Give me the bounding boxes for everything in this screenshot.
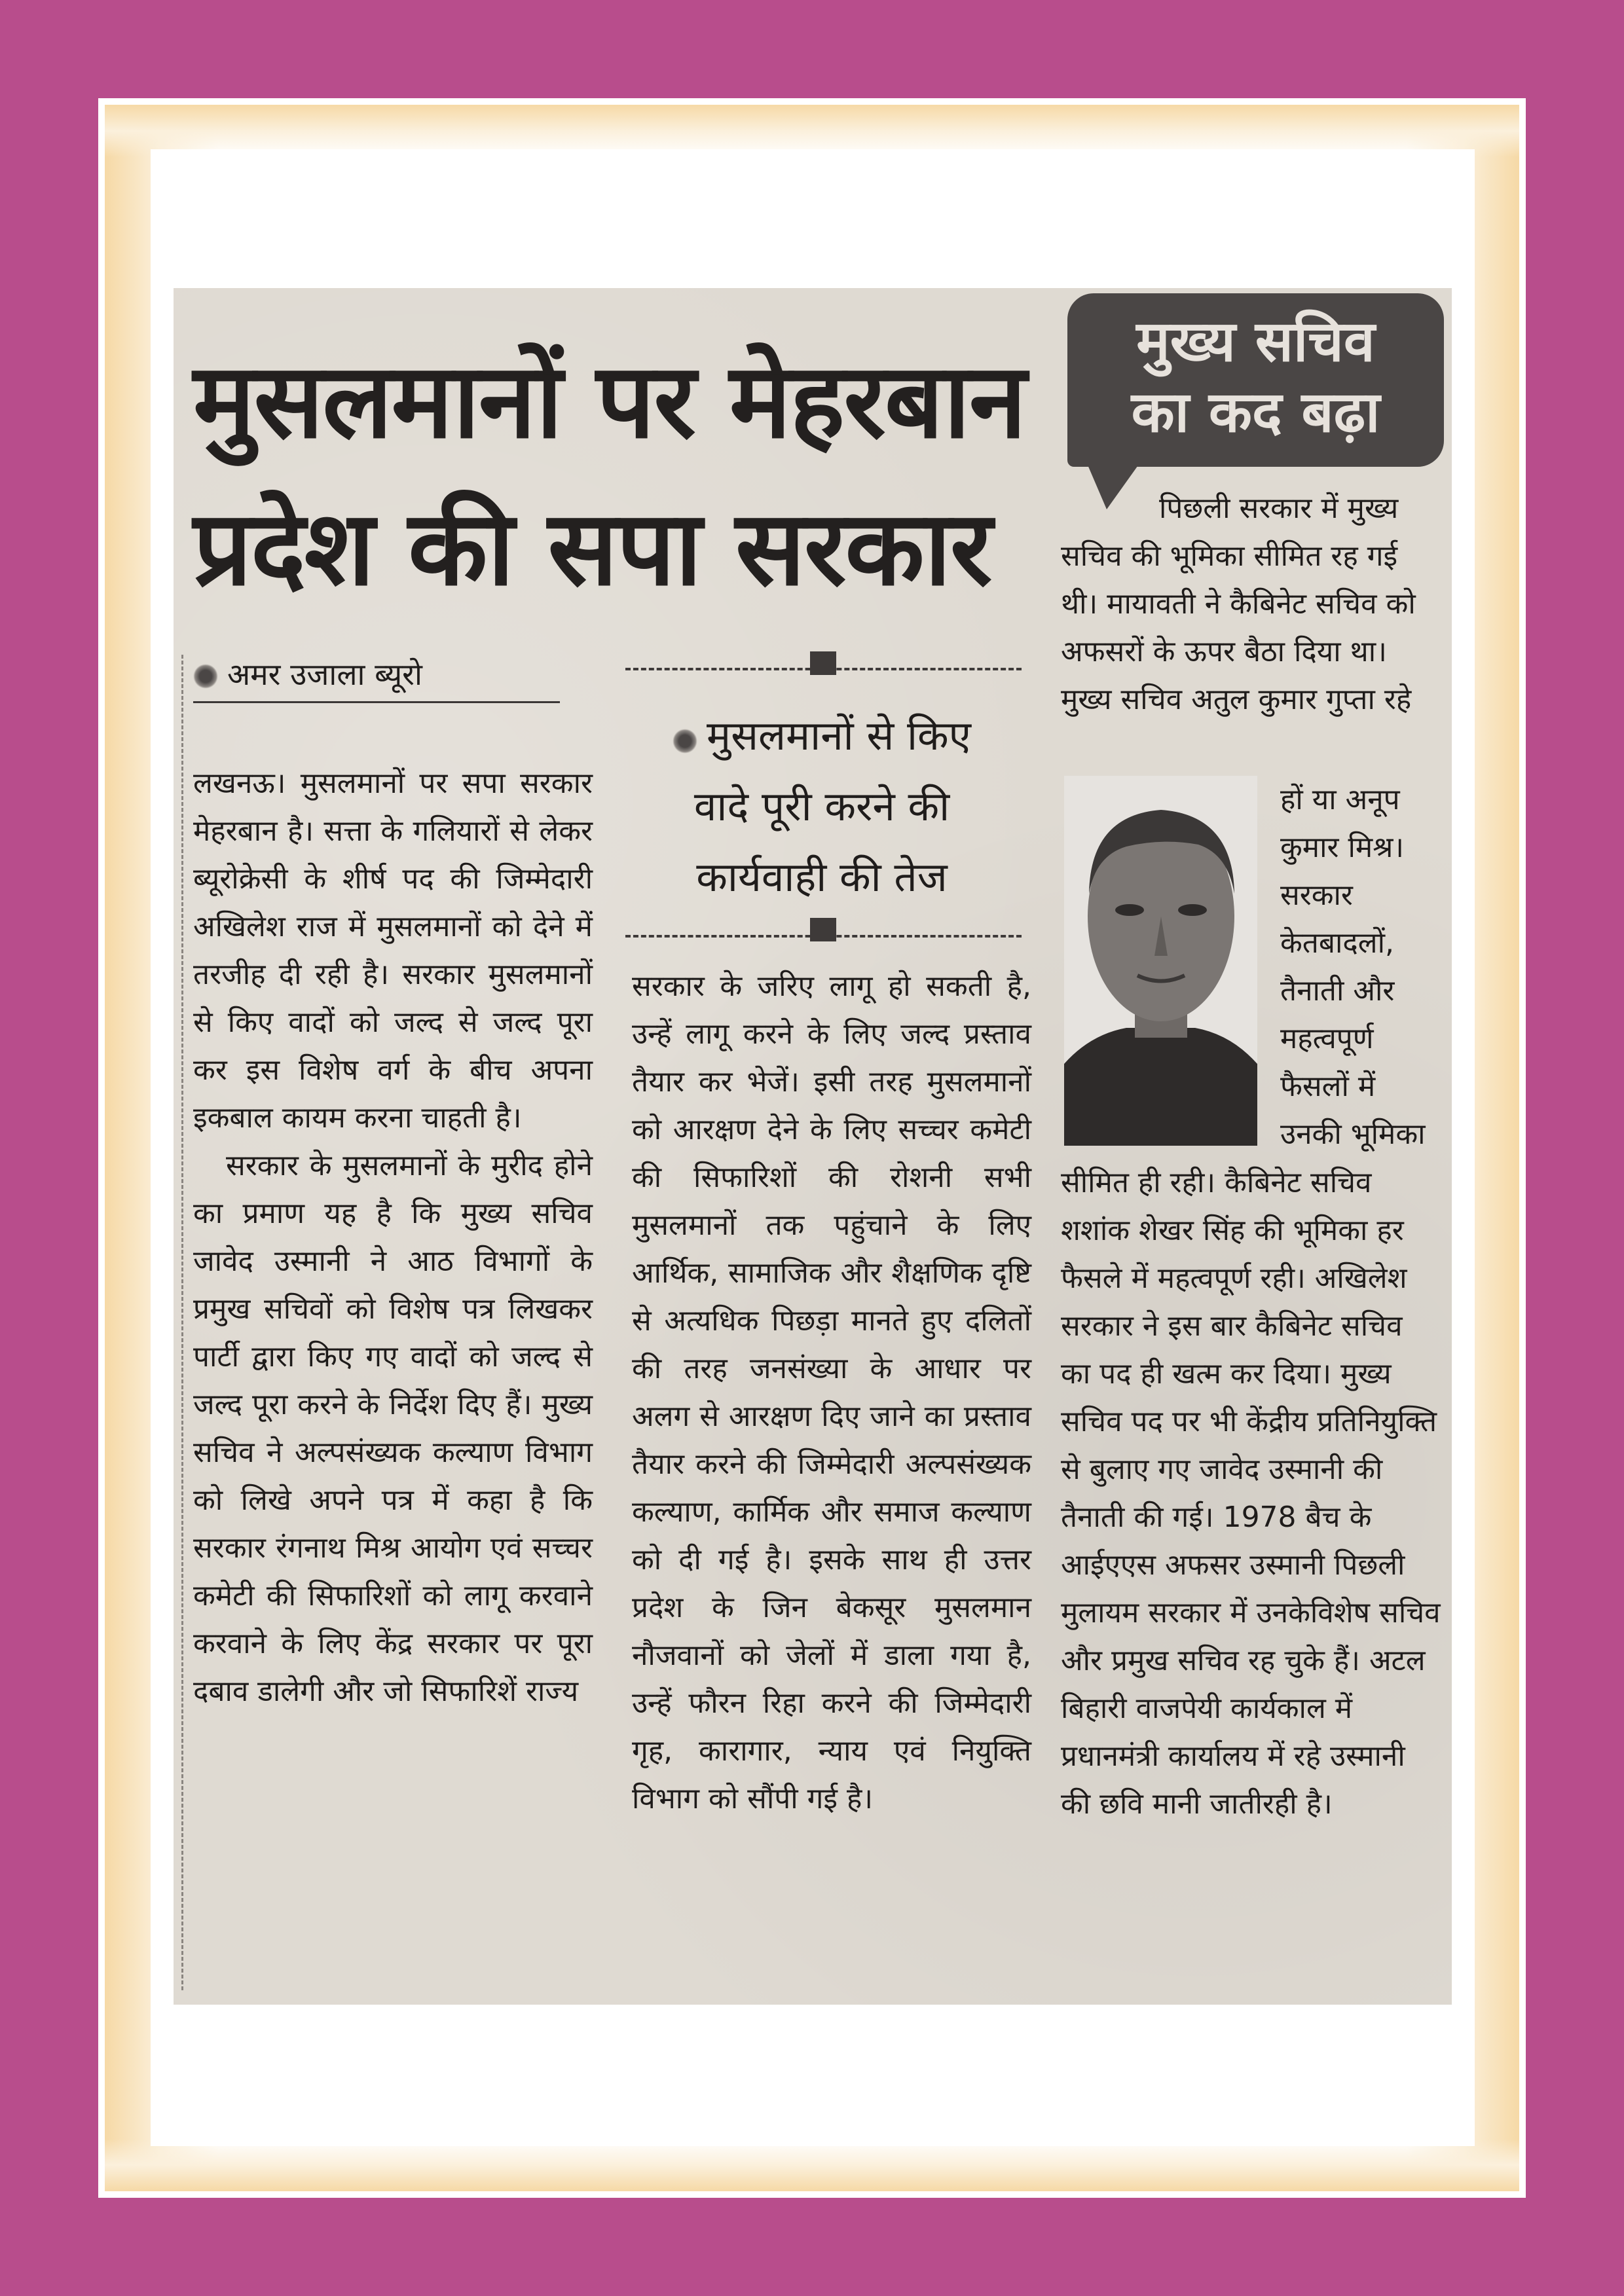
portrait-photo bbox=[1064, 776, 1257, 1146]
badge-text bbox=[1067, 306, 1444, 448]
subhead-line-3: कार्यवाही की तेज bbox=[696, 853, 948, 901]
portrait-image bbox=[1064, 776, 1257, 1146]
section-badge bbox=[1067, 293, 1444, 467]
subhead-line-1: मुसलमानों से किए bbox=[632, 701, 1012, 771]
paragraph: लखनऊ। मुसलमानों पर सपा सरकार मेहरबान है। सत्ता के गलियारों से लेकर ब्यूरोक्रेसी के शीर्ष पद की जिम्मेदारी अखिलेश राज में मुसलमानों को देने में तरजीह दी रही है। सरकार मुसलमानों से किए वादों को जल्द से जल्द पूरा कर इस विशेष वर्ग के बीच अपना इकबाल कायम करना चाहती है। bbox=[193, 767, 593, 1135]
newspaper-clipping bbox=[174, 288, 1452, 2005]
byline bbox=[193, 651, 560, 703]
bullet-icon bbox=[673, 729, 697, 754]
subhead-line-2: वादे पूरी करने की bbox=[693, 782, 950, 830]
headline-line-2: प्रदेश की सपा सरकार bbox=[193, 488, 991, 609]
article-column-1 bbox=[193, 759, 593, 1715]
byline-text: अमर उजाला ब्यूरो bbox=[227, 657, 422, 692]
divider-mark-top bbox=[810, 651, 836, 675]
badge-line-1: मुख्य सचिव bbox=[1136, 308, 1375, 374]
paragraph: सरकार के जरिए लागू हो सकती है, उन्हें लागू करने के लिए जल्द प्रस्ताव तैयार कर भेजें। इसी तरह मुसलमानों को आरक्षण देने के लिए सच्चर कमेटी की सिफारिशों की रोशनी सभी मुसलमानों तक पहुंचाने के लिए आर्थिक, सामाजिक और शैक्षणिक दृष्टि से अत्यधिक पिछड़ा मानते हुए दलितों की तरह जनसंख्या के आधार पर अलग से आरक्षण दिए जाने का प्रस्ताव तैयार करने की जिम्मेदारी अल्पसंख्यक कल्याण, कार्मिक और समाज कल्याण को दी गई है। इसके साथ ही उत्तर प्रदेश के जिन बेकसूर मुसलमान नौजवानों को जेलों में डाला गया है, उन्हें फौरन रिहा करने की जिम्मेदारी गृह, कारागार, न्याय एवं नियुक्ति विभाग को सौंपी गई है। bbox=[632, 970, 1031, 1815]
article-column-2 bbox=[632, 962, 1031, 1823]
subheading bbox=[632, 701, 1012, 913]
sidebar-text-top: पिछली सरकार में मुख्य सचिव की भूमिका सीमित रह गई थी। मायावती ने कैबिनेट सचिव को अफसरों के ऊपर बैठा दिया था। मुख्य सचिव अतुल कुमार गुप्ता रहे bbox=[1061, 492, 1416, 716]
sidebar-text-side: हों या अनूप कुमार मिश्र। सरकार केतबादलों, तैनाती और महत्वपूर्ण फैसलों में उनकी भूमिका bbox=[1280, 783, 1426, 1151]
headline bbox=[193, 327, 1044, 622]
bullet-icon bbox=[193, 664, 218, 689]
divider-mark-bottom bbox=[810, 918, 836, 941]
paragraph: सरकार के मुसलमानों के मुरीद होने का प्रमाण यह है कि मुख्य सचिव जावेद उस्मानी ने आठ विभागों के प्रमुख सचिवों को विशेष पत्र लिखकर पार्टी द्वारा किए गए वादों को जल्द से जल्द पूरा करने के निर्देश दिए हैं। मुख्य सचिव ने अल्पसंख्यक कल्याण विभाग को लिखे अपने पत्र में कहा है कि सरकार रंगनाथ मिश्र आयोग एवं सच्चर कमेटी की सिफारिशों को लागू करवाने करवाने के लिए केंद्र सरकार पर पूरा दबाव डालेगी और जो सिफारिशें राज्य bbox=[193, 1149, 593, 1708]
sidebar-text-bottom: सीमित ही रही। कैबिनेट सचिव शशांक शेखर सिंह की भूमिका हर फैसले में महत्वपूर्ण रही। अखिलेश सरकार ने इस बार कैबिनेट सचिव का पद ही खत्म कर दिया। मुख्य सचिव पद पर भी केंद्रीय प्रतिनियुक्ति से बुलाए गए जावेद उस्मानी की तैनाती की गई। 1978 बैच के आईएएस अफसर उस्मानी पिछली मुलायम सरकार में उनकेविशेष सचिव और प्रमुख सचिव रह चुके हैं। अटल बिहारी वाजपेयी कार्यकाल में प्रधानमंत्री कार्यालय में रहे उस्मानी की छवि मानी जातीरही है। bbox=[1061, 1166, 1441, 1821]
column-rule bbox=[181, 655, 183, 1990]
headline-line-1: मुसलमानों पर मेहरबान bbox=[193, 340, 1025, 462]
badge-line-2: का कद बढ़ा bbox=[1131, 379, 1380, 445]
